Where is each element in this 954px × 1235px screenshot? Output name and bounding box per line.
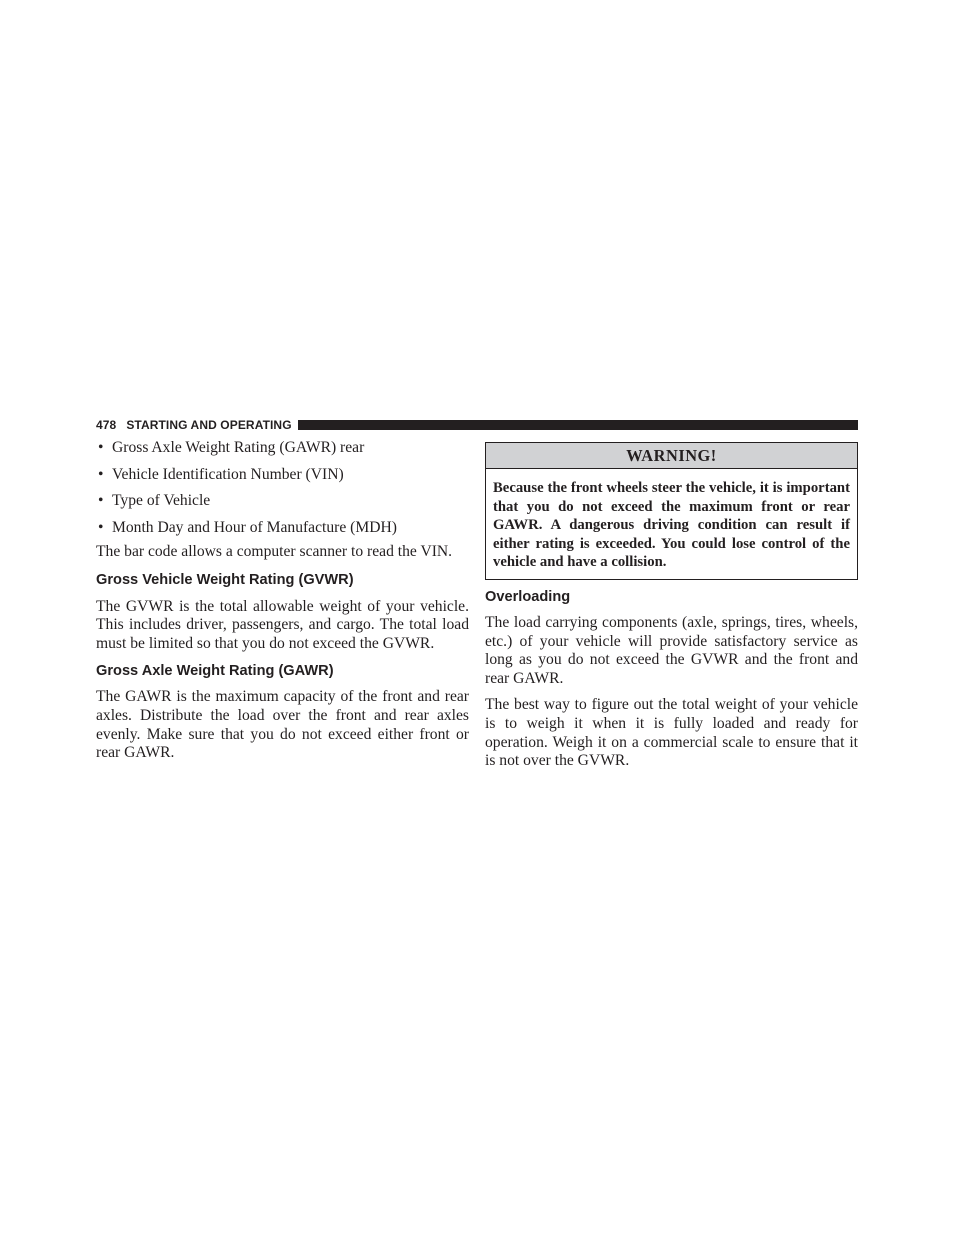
gvwr-heading: Gross Vehicle Weight Rating (GVWR) xyxy=(96,571,354,588)
bullet-icon: • xyxy=(98,492,104,509)
gawr-paragraph: The GAWR is the maximum capacity of the front and rear axles. Distribute the load over the front and rear axles evenly. Make sure that you do not exceed either front or rear GAWR. xyxy=(96,688,469,762)
list-item: • Vehicle Identification Number (VIN) xyxy=(98,465,344,483)
section-title: STARTING AND OPERATING xyxy=(126,418,292,432)
overloading-heading: Overloading xyxy=(485,589,571,605)
warning-box xyxy=(485,442,858,580)
gvwr-paragraph: The GVWR is the total allowable weight of your vehicle. This includes driver, passengers, and cargo. The total load must be limited so that you do not exceed the GVWR. xyxy=(96,597,469,652)
bullet-list xyxy=(96,438,469,544)
page-header xyxy=(96,417,858,433)
overloading-paragraph-2: The best way to figure out the total weight of your vehicle is to weigh it when it is fully loaded and ready for operation. Weigh it on a commercial scale to ensure that it is not over the GVWR. xyxy=(485,696,858,770)
bullet-icon: • xyxy=(98,465,104,483)
warning-title: WARNING! xyxy=(486,443,857,469)
left-column xyxy=(96,438,469,763)
list-item: • Month Day and Hour of Manufacture (MDH) xyxy=(98,518,397,536)
page-number: 478 xyxy=(96,418,117,432)
warning-text: Because the front wheels steer the vehicle, it is important that you do not exceed the maximum front or rear GAWR. A dangerous driving condition can result if either rating is exceeded. You could lose control of the vehicle and have a collision. xyxy=(493,480,850,571)
bullet-icon: • xyxy=(98,518,104,536)
header-rule xyxy=(298,420,858,430)
bullet-icon: • xyxy=(98,439,104,456)
right-column xyxy=(485,442,858,771)
barcode-paragraph: The bar code allows a computer scanner to read the VIN. xyxy=(96,543,453,560)
list-item: • Gross Axle Weight Rating (GAWR) rear xyxy=(98,439,365,456)
list-item: • Type of Vehicle xyxy=(98,492,211,509)
overloading-paragraph-1: The load carrying components (axle, springs, tires, wheels, etc.) of your vehicle will provide satisfactory service as long as you do not exceed the GVWR and the front and rear GAWR. xyxy=(485,614,858,687)
gawr-heading: Gross Axle Weight Rating (GAWR) xyxy=(96,663,334,680)
